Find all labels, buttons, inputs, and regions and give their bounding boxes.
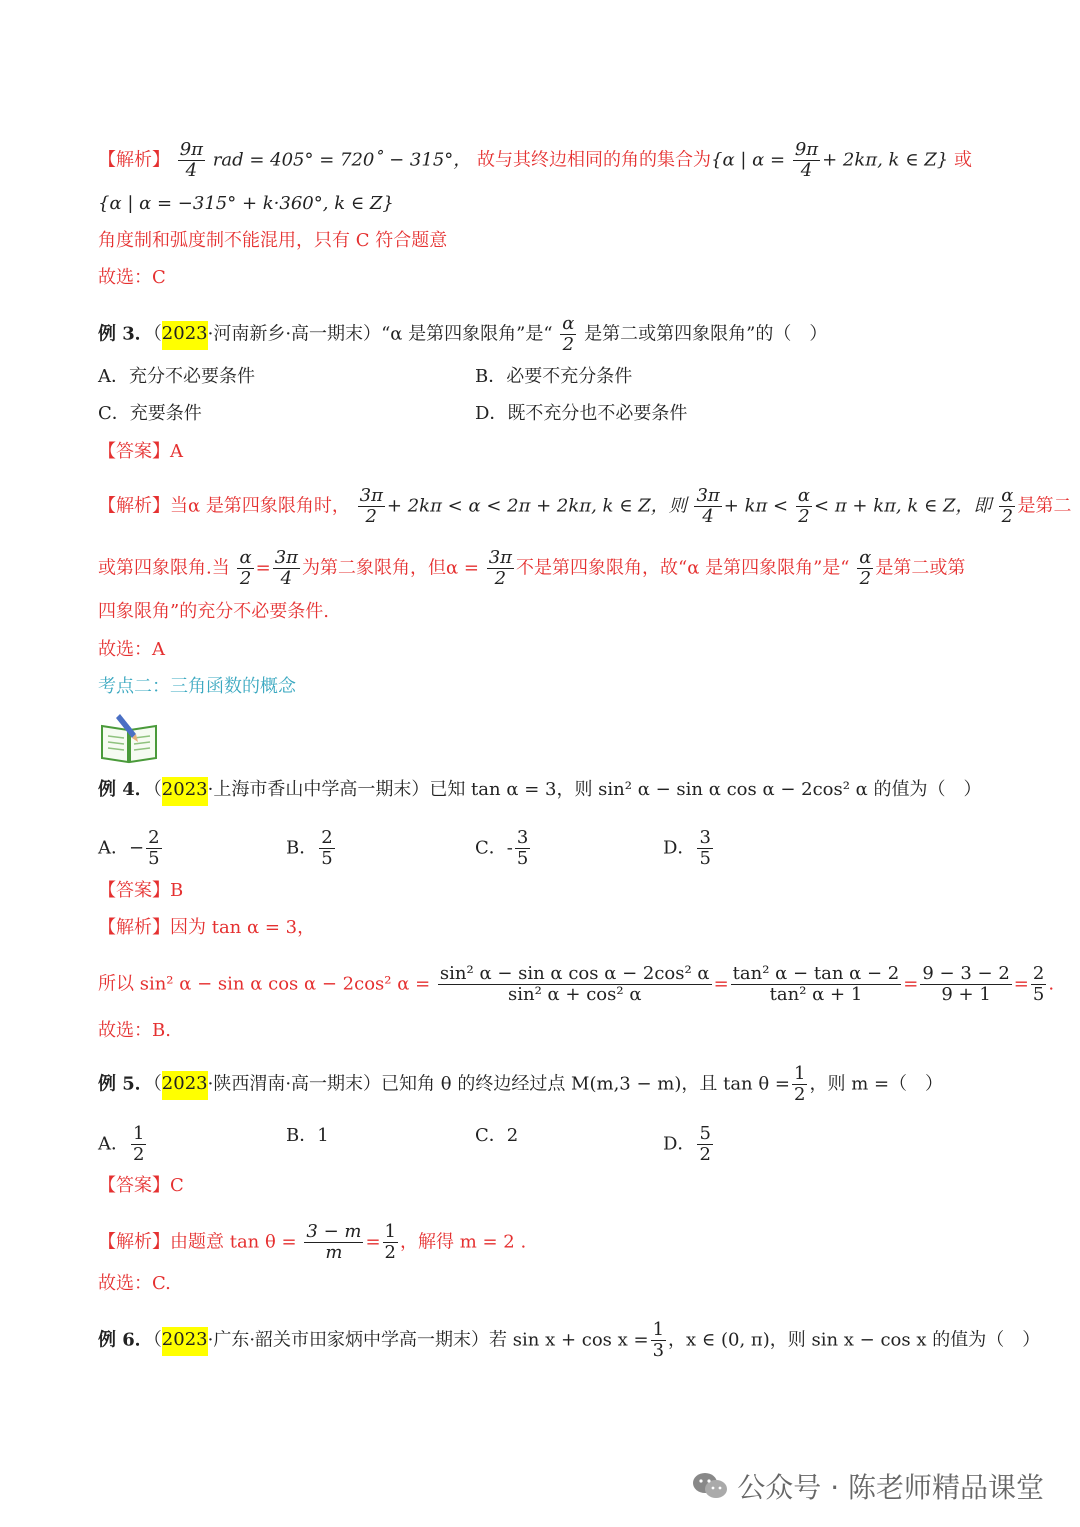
answer-5: 【答案】C <box>98 1175 184 1196</box>
year-highlight: 2023 <box>162 1071 208 1100</box>
fraction-alpha-2: $\frac{\alpha}{2}$ <box>562 313 575 355</box>
solution-3-line-2: 或第四象限角.当 $\frac{\alpha}{2}$ = $\frac{3\pi}{4}$ 为第二象限角，但α = $\frac{3\pi}{2}$ 不是第四象限角，故“α 是第四象限角”是“ $\frac{\alpha}{2}$ 是第二或第 <box>98 547 966 589</box>
option-d: D． $\frac{3}{5}$ <box>663 827 711 869</box>
option-a: A．充分不必要条件 <box>98 366 255 387</box>
option-d: D．既不充分也不必要条件 <box>475 403 688 424</box>
example-3-question: 例 3．（2023·河南新乡·高一期末）“α 是第四象限角”是“ $\frac{\alpha}{2}$ 是第二或第四象限角”的（ ） <box>98 313 828 355</box>
analysis-tag: 【解析】 <box>98 149 170 171</box>
year-highlight: 2023 <box>162 777 208 806</box>
option-d: D． $\frac{5}{2}$ <box>663 1123 711 1165</box>
example-4-question: 例 4．（2023·上海市香山中学高一期末）已知 tan α = 3，则 sin² α − sin α cos α − 2cos² α 的值为（ ） <box>98 778 982 802</box>
section-heading: 考点二：三角函数的概念 <box>98 676 296 697</box>
option-a: A． $\frac{1}{2}$ <box>98 1123 145 1165</box>
solution-note: 角度制和弧度制不能混用，只有 C 符合题意 <box>98 230 448 251</box>
solution-line-2: {α | α = −315° + k·360°, k ∈ Z} <box>98 193 394 214</box>
option-c: C．充要条件 <box>98 403 202 424</box>
choose-5: 故选：C. <box>98 1273 171 1294</box>
option-b: B．1 <box>286 1125 329 1146</box>
solution-4-line-2: 所以 sin² α − sin α cos α − 2cos² α = $\frac{\text{sin² α − sin α cos α − 2cos² α}}{\text{sin² α + cos² α}}$ = $\frac{\text{tan² α − tan α − 2}}{\text{tan² α + 1}}$ = $\frac{9 - 3 - 2}{9 + 1}$ = $\frac{2}{5}$ . <box>98 963 1055 1005</box>
solution-3-line-1: 【解析】当α 是第四象限角时， $\frac{3\pi}{2}$ + 2kπ < α < 2π + 2kπ, k ∈ Z，则 $\frac{3\pi}{4}$ + kπ < $\frac{\alpha}{2}$ < π + kπ, k ∈ Z，即 $\frac{\alpha}{2}$ 是第二 <box>98 485 1072 527</box>
option-a: A．− $\frac{2}{5}$ <box>98 827 160 869</box>
option-b: B．必要不充分条件 <box>475 366 633 387</box>
wechat-icon <box>691 1470 729 1502</box>
choose-line-1: 故选：C <box>98 267 166 288</box>
solution-5: 【解析】由题意 tan θ = $\frac{3 - m}{m}$ = $\frac{1}{2}$ ，解得 m = 2 . <box>98 1221 527 1263</box>
answer-4: 【答案】B <box>98 880 184 901</box>
fraction-9pi-4b: $\frac{9\pi}{4}$ <box>794 139 819 181</box>
solution-line-1: 【解析】 $\frac{9\pi}{4}$ rad = 405° = 720˚ − 315°， 故与其终边相同的角的集合为{α | α = $\frac{9\pi}{4}$ + 2kπ, k ∈ Z} 或 <box>98 139 972 181</box>
watermark: 公众号 · 陈老师精品课堂 <box>691 1466 1044 1506</box>
option-c: C．2 <box>475 1125 519 1146</box>
year-highlight: 2023 <box>162 1327 208 1356</box>
solution-3-line-3: 四象限角”的充分不必要条件. <box>98 601 329 622</box>
year-highlight: 2023 <box>162 321 208 350</box>
solution-4-line-1: 【解析】因为 tan α = 3， <box>98 917 316 938</box>
fraction-9pi-4: $\frac{9\pi}{4}$ <box>179 139 204 181</box>
example-5-question: 例 5．（2023·陕西渭南·高一期末）已知角 θ 的终边经过点 M(m,3 − m)，且 tan θ = $\frac{1}{2}$ ，则 m =（ ） <box>98 1063 944 1105</box>
choose-3: 故选：A <box>98 639 165 660</box>
choose-4: 故选：B. <box>98 1020 171 1041</box>
book-pencil-icon <box>100 712 158 764</box>
option-b: B． $\frac{2}{5}$ <box>286 827 333 869</box>
answer-3: 【答案】A <box>98 441 183 462</box>
option-c: C．- $\frac{3}{5}$ <box>475 827 529 869</box>
example-6-question: 例 6．（2023·广东·韶关市田家炳中学高一期末）若 sin x + cos x = $\frac{1}{3}$ ，x ∈ (0, π)，则 sin x − cos x 的值为（ ） <box>98 1319 1041 1361</box>
